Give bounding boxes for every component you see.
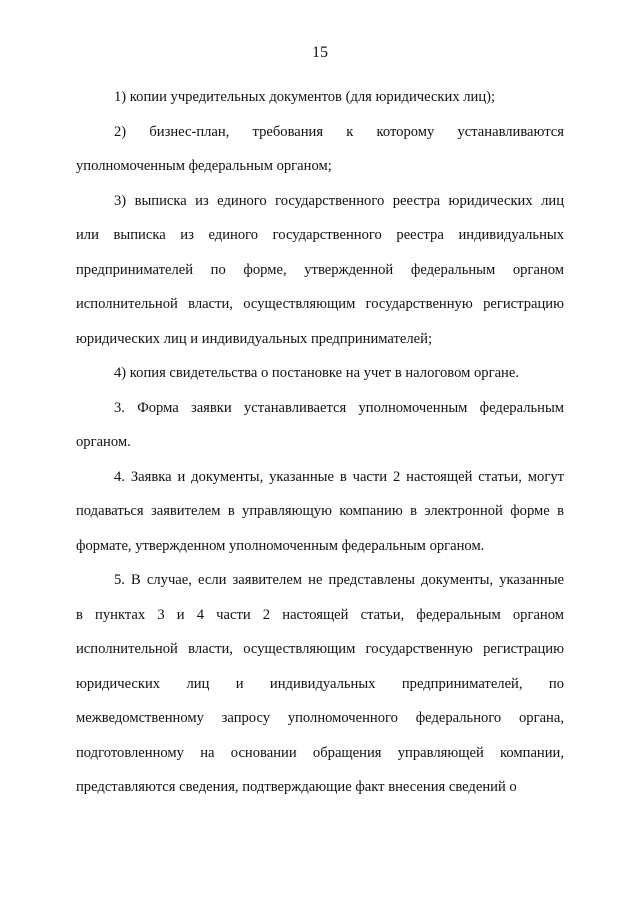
text-line: юридических лиц и индивидуальных предпринимателей, по bbox=[76, 675, 564, 692]
text-line: предпринимателей по форме, утвержденной федеральным органом bbox=[76, 261, 564, 278]
text-line: в пунктах 3 и 4 части 2 настоящей статьи, федеральным органом bbox=[76, 606, 564, 623]
paragraph bbox=[76, 115, 564, 184]
paragraph bbox=[76, 460, 564, 564]
document-body bbox=[76, 80, 564, 805]
text-line: юридических лиц и индивидуальных предпринимателей; bbox=[76, 330, 433, 347]
text-line: представляются сведения, подтверждающие факт внесения сведений о bbox=[76, 779, 517, 795]
text-line: или выписка из единого государственного реестра индивидуальных bbox=[76, 227, 564, 243]
text-line: подаваться заявителем в управляющую компанию в электронной форме в bbox=[76, 503, 564, 519]
text-line: уполномоченным федеральным органом; bbox=[76, 158, 332, 174]
text-line: 1) копии учредительных документов (для юридических лиц); bbox=[114, 89, 496, 105]
text-line: межведомственному запросу уполномоченного федерального органа, bbox=[76, 710, 564, 726]
text-line: 2) бизнес-план, требования к которому устанавливаются bbox=[114, 123, 564, 140]
text-line: 3) выписка из единого государственного реестра юридических лиц bbox=[114, 192, 564, 209]
text-line: исполнительной власти, осуществляющим государственную регистрацию bbox=[76, 296, 564, 312]
paragraph bbox=[76, 391, 564, 460]
text-line: подготовленному на основании обращения управляющей компании, bbox=[76, 744, 564, 761]
paragraph bbox=[76, 563, 564, 805]
paragraph bbox=[76, 356, 564, 391]
paragraph bbox=[76, 184, 564, 357]
text-line: органом. bbox=[76, 434, 131, 450]
page-number: 15 bbox=[312, 44, 328, 61]
text-line: 4. Заявка и документы, указанные в части 2 настоящей статьи, могут bbox=[114, 468, 564, 485]
paragraph bbox=[76, 80, 564, 115]
text-line: формате, утвержденном уполномоченным федеральным органом. bbox=[76, 537, 485, 554]
text-line: 5. В случае, если заявителем не представлены документы, указанные bbox=[114, 572, 564, 588]
text-line: исполнительной власти, осуществляющим государственную регистрацию bbox=[76, 641, 564, 657]
text-line: 3. Форма заявки устанавливается уполномоченным федеральным bbox=[114, 399, 564, 416]
text-line: 4) копия свидетельства о постановке на учет в налоговом органе. bbox=[114, 365, 519, 381]
